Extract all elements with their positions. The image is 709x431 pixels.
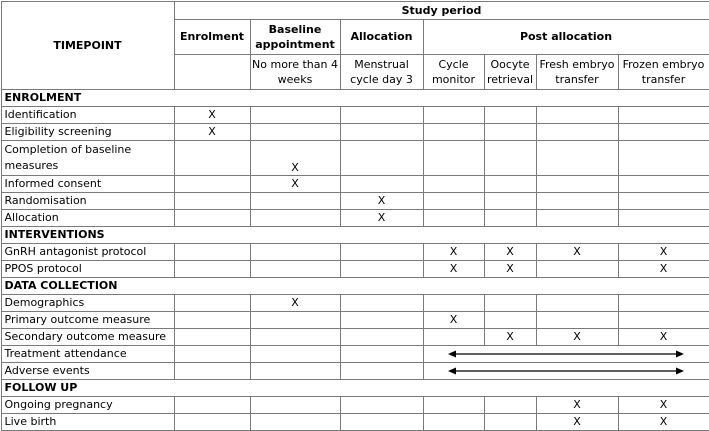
table-cell [250, 328, 340, 345]
col-post-allocation-header: Post allocation [423, 19, 709, 54]
table-cell [250, 345, 340, 362]
table-cell [618, 106, 709, 123]
table-cell [423, 140, 484, 175]
row-label: Identification [1, 106, 174, 123]
check-mark: X [174, 106, 250, 123]
table-cell [174, 192, 250, 209]
section-title: DATA COLLECTION [1, 277, 709, 294]
row-label: Primary outcome measure [1, 311, 174, 328]
double-arrow-icon [448, 366, 684, 376]
table-cell [250, 106, 340, 123]
check-mark: X [423, 243, 484, 260]
col-cycle-monitor-sub: Cycle monitor [423, 54, 484, 89]
check-mark: X [340, 209, 423, 226]
table-cell [536, 106, 618, 123]
table-cell [340, 140, 423, 175]
table-cell [174, 345, 250, 362]
table-cell [423, 209, 484, 226]
row-label: Adverse events [1, 362, 174, 379]
check-mark: X [618, 413, 709, 430]
table-row [1, 140, 709, 175]
table-cell [423, 192, 484, 209]
row-label: Randomisation [1, 192, 174, 209]
table-cell [250, 192, 340, 209]
check-mark: X [423, 260, 484, 277]
table-cell [250, 311, 340, 328]
table-cell [423, 328, 484, 345]
table-cell [250, 362, 340, 379]
table-row [1, 260, 709, 277]
section-row [1, 277, 709, 294]
table-cell [484, 209, 536, 226]
table-row [1, 106, 709, 123]
section-title: INTERVENTIONS [1, 226, 709, 243]
table-cell [536, 209, 618, 226]
table-cell [340, 345, 423, 362]
check-mark: X [250, 175, 340, 192]
table-cell [174, 243, 250, 260]
duration-arrow-cell [423, 345, 709, 362]
table-cell [536, 294, 618, 311]
study-period-header: Study period [174, 1, 709, 19]
table-row [1, 209, 709, 226]
table-cell [536, 311, 618, 328]
section-title: ENROLMENT [1, 89, 709, 106]
check-mark: X [484, 243, 536, 260]
duration-arrow-cell [423, 362, 709, 379]
table-cell [618, 311, 709, 328]
double-arrow-icon [448, 349, 684, 359]
table-cell [174, 311, 250, 328]
row-label: Allocation [1, 209, 174, 226]
table-cell [423, 294, 484, 311]
table-cell [340, 123, 423, 140]
check-mark: X [174, 123, 250, 140]
row-label: Secondary outcome measure [1, 328, 174, 345]
row-label: Treatment attendance [1, 345, 174, 362]
table-cell [484, 123, 536, 140]
table-cell [250, 260, 340, 277]
check-mark: X [340, 192, 423, 209]
col-enrolment-header: Enrolment [174, 19, 250, 54]
table-cell [174, 175, 250, 192]
table-cell [536, 192, 618, 209]
table-cell [423, 413, 484, 430]
table-cell [174, 362, 250, 379]
table-row [1, 345, 709, 362]
table-cell [174, 140, 250, 175]
table-cell [340, 413, 423, 430]
check-mark: X [250, 294, 340, 311]
table-row [1, 123, 709, 140]
table-cell [423, 106, 484, 123]
check-mark: X [618, 260, 709, 277]
table-row [1, 413, 709, 430]
table-row [1, 243, 709, 260]
check-mark: X [536, 396, 618, 413]
row-label: Informed consent [1, 175, 174, 192]
section-row [1, 89, 709, 106]
table-cell [618, 175, 709, 192]
check-mark: X [484, 328, 536, 345]
col-baseline-sub: No more than 4 weeks [250, 54, 340, 89]
timepoint-header: TIMEPOINT [1, 1, 174, 89]
table-cell [174, 294, 250, 311]
table-cell [536, 140, 618, 175]
table-cell [536, 175, 618, 192]
col-enrolment-sub [174, 54, 250, 89]
table-row [1, 396, 709, 413]
section-title: FOLLOW UP [1, 379, 709, 396]
section-row [1, 226, 709, 243]
table-cell [340, 175, 423, 192]
table-cell [618, 192, 709, 209]
col-allocation-header: Allocation [340, 19, 423, 54]
table-cell [618, 294, 709, 311]
check-mark: X [618, 396, 709, 413]
col-oocyte-retrieval-sub: Oocyte retrieval [484, 54, 536, 89]
table-cell [484, 413, 536, 430]
table-row [1, 192, 709, 209]
table-cell [618, 209, 709, 226]
table-cell [250, 413, 340, 430]
check-mark: X [536, 413, 618, 430]
row-label: Live birth [1, 413, 174, 430]
section-row [1, 379, 709, 396]
row-label: Eligibility screening [1, 123, 174, 140]
table-cell [340, 243, 423, 260]
check-mark: X [618, 243, 709, 260]
table-cell [250, 209, 340, 226]
check-mark: X [250, 140, 340, 175]
table-cell [618, 140, 709, 175]
row-label: Ongoing pregnancy [1, 396, 174, 413]
table-row [1, 175, 709, 192]
table-cell [174, 396, 250, 413]
check-mark: X [536, 243, 618, 260]
table-row [1, 294, 709, 311]
row-label: Completion of baseline measures [1, 140, 174, 175]
table-cell [423, 175, 484, 192]
table-cell [340, 362, 423, 379]
table-cell [340, 294, 423, 311]
table-cell [484, 311, 536, 328]
check-mark: X [484, 260, 536, 277]
table-cell [536, 123, 618, 140]
table-row [1, 328, 709, 345]
table-row [1, 362, 709, 379]
table-cell [174, 413, 250, 430]
table-cell [484, 140, 536, 175]
table-cell [340, 106, 423, 123]
check-mark: X [536, 328, 618, 345]
col-frozen-transfer-sub: Frozen embryo transfer [618, 54, 709, 89]
table-cell [250, 396, 340, 413]
table-cell [423, 123, 484, 140]
table-cell [174, 328, 250, 345]
table-cell [340, 260, 423, 277]
table-cell [250, 123, 340, 140]
table-cell [423, 396, 484, 413]
table-cell [484, 192, 536, 209]
check-mark: X [618, 328, 709, 345]
table-cell [174, 260, 250, 277]
check-mark: X [423, 311, 484, 328]
table-cell [340, 396, 423, 413]
col-baseline-header: Baseline appointment [250, 19, 340, 54]
row-label: Demographics [1, 294, 174, 311]
table-row [1, 311, 709, 328]
table-cell [484, 175, 536, 192]
table-cell [250, 243, 340, 260]
table-cell [174, 209, 250, 226]
table-cell [484, 396, 536, 413]
row-label: PPOS protocol [1, 260, 174, 277]
spirit-schedule-table [1, 1, 709, 431]
col-allocation-sub: Menstrual cycle day 3 [340, 54, 423, 89]
table-cell [484, 294, 536, 311]
table-cell [340, 328, 423, 345]
row-label: GnRH antagonist protocol [1, 243, 174, 260]
table-cell [484, 106, 536, 123]
table-cell [536, 260, 618, 277]
table-cell [618, 123, 709, 140]
col-fresh-transfer-sub: Fresh embryo transfer [536, 54, 618, 89]
table-cell [340, 311, 423, 328]
